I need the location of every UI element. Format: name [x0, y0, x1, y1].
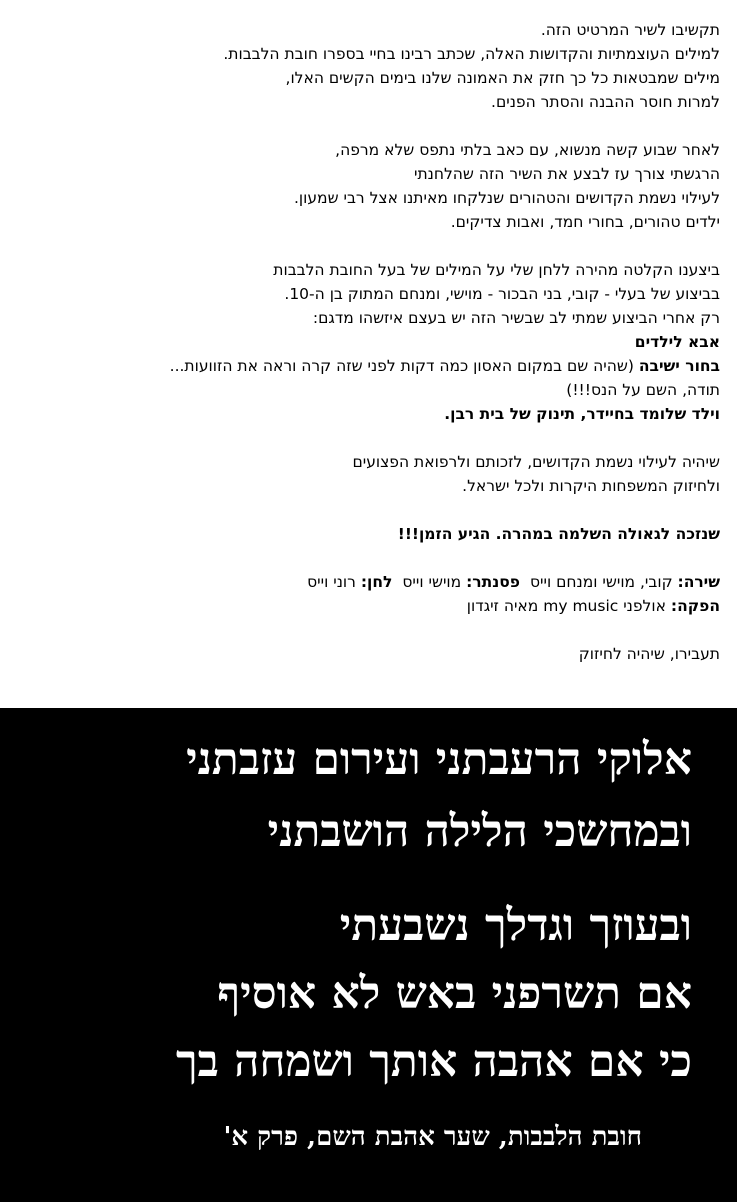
dedication-line: שיהיה לעילוי נשמת הקדושים, לזכותם ולרפואת הפצועים: [352, 453, 720, 471]
composer-value: רוני וייס: [307, 573, 361, 591]
spacer: [10, 618, 720, 642]
dedication-line: ולחיזוק המשפחות היקרות ולכל ישראל.: [462, 477, 720, 495]
poem-panel: [0, 708, 737, 1202]
paragraph-line: ביצענו הקלטה מהירה ללחן שלי על המילים של בעל החובת הלבבות: [273, 261, 720, 279]
spacer: [10, 114, 720, 138]
paragraph-line: לעילוי נשמת הקדושים והטהורים שנלקחו מאיתנו אצל רבי שמעון.: [293, 189, 720, 207]
bachur-line: [10, 354, 720, 378]
paragraph-line: לאחר שבוע קשה מנשוא, עם כאב בלתי נתפס שלא מרפה,: [335, 141, 720, 159]
production-value: אולפני my music מאיה זיגדון: [466, 597, 671, 615]
bachur-label: בחור ישיבה: [638, 357, 720, 375]
bachur-text: (שהיה שם במקום האסון כמה דקות לפני שזה קרה וראה את הזוועות...: [169, 357, 639, 375]
spacer: [10, 546, 720, 570]
pianist-label: פסנתר:: [466, 573, 520, 591]
singing-value: קובי, מוישי ומנחם וייס: [529, 573, 678, 591]
credits-line: [10, 570, 720, 594]
poem-line: ובעוזך וגדלך נשבעתי: [339, 900, 692, 951]
production-line: [10, 594, 720, 618]
share-line: תעבירו, שיהיה לחיזוק: [578, 645, 720, 663]
father-label: אבא לילדים: [634, 333, 720, 351]
paragraph-line: הרגשתי צורך עז לבצע את השיר הזה שהלחנתי: [413, 165, 720, 183]
redemption-line: שנזכה לגאולה השלמה במהרה. הגיע הזמן!!!: [397, 525, 720, 543]
poem-source: חובת הלבבות, שער אהבת השם, פרק א': [223, 1122, 642, 1152]
poem-line: אם תשרפני באש לא אוסיף: [217, 968, 692, 1019]
paragraph-line: בביצוע של בעלי - קובי, בני הבכור - מוישי, ומנחם המתוק בן ה-10.: [284, 285, 720, 303]
spacer: [10, 498, 720, 522]
poem-line: כי אם אהבה אותך ושמחה בך: [175, 1036, 692, 1087]
intro-line: תקשיבו לשיר המרטיט הזה.: [540, 21, 720, 39]
paragraph-line: ילדים טהורים, בחורי חמד, ואבות צדיקים.: [450, 213, 720, 231]
intro-line: למרות חוסר ההבנה והסתר הפנים.: [491, 93, 720, 111]
intro-line: למילים העוצמתיות והקדושות האלה, שכתב רבינו בחיי בספרו חובת הלבבות.: [223, 45, 720, 63]
production-label: הפקה:: [670, 597, 720, 615]
child-label: וילד שלומד בחיידר, תינוק של בית רבן.: [444, 405, 720, 423]
composer-label: לחן:: [360, 573, 393, 591]
paragraph-line: רק אחרי הביצוע שמתי לב שבשיר הזה יש בעצם איזשהו מדגם:: [312, 309, 720, 327]
pianist-value: מוישי וייס: [402, 573, 467, 591]
thanks-line: תודה, השם על הנס!!!): [566, 381, 720, 399]
spacer: [10, 426, 720, 450]
singing-label: שירה:: [677, 573, 720, 591]
intro-line: מילים שמבטאות כל כך חזק את האמונה שלנו בימים הקשים האלו,: [285, 69, 720, 87]
poem-line: אלוקי הרעבתני ועירום עזבתני: [186, 734, 692, 785]
poem-line: ובמחשכי הלילה הושבתני: [267, 806, 692, 857]
spacer: [10, 234, 720, 258]
